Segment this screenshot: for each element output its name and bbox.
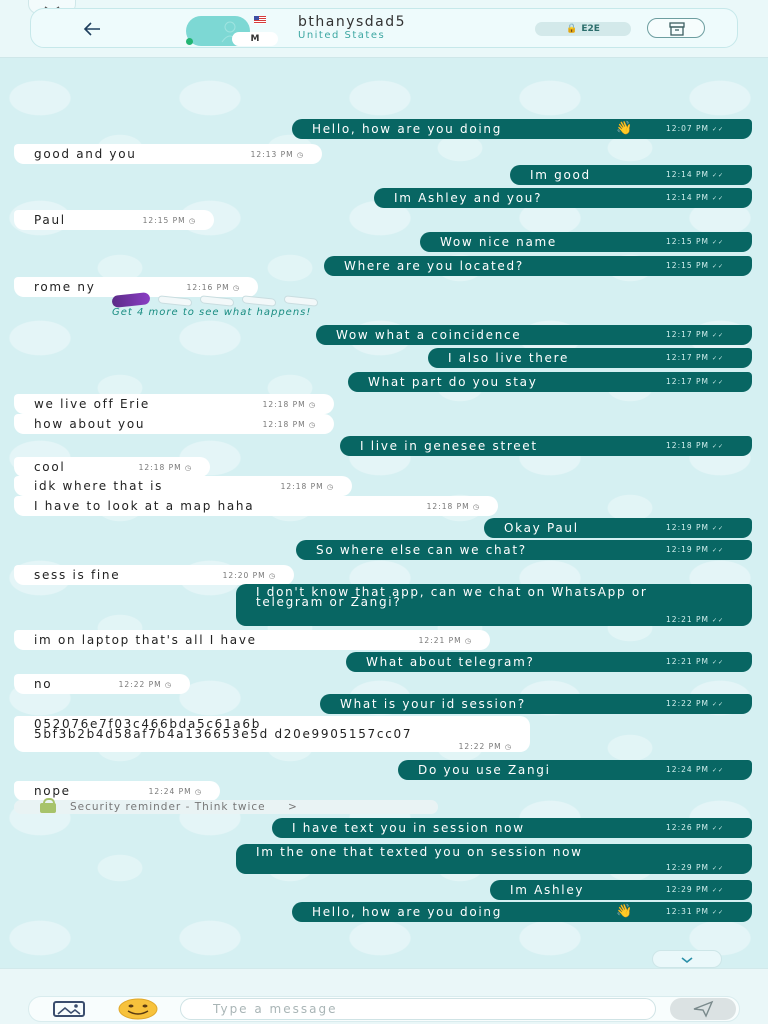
message-timestamp: 12:18 PM ◷ (427, 498, 480, 516)
archive-icon (648, 19, 706, 37)
outgoing-message[interactable] (346, 652, 752, 672)
message-timestamp: 12:15 PM ✓✓ (666, 257, 724, 276)
member-badge: M (232, 32, 278, 46)
message-text: What about telegram? (366, 655, 535, 669)
online-status-dot (186, 38, 193, 45)
outgoing-message[interactable] (510, 165, 752, 185)
locked-item-icon (242, 295, 276, 307)
message-timestamp: 12:07 PM ✓✓ (666, 120, 724, 139)
security-reminder[interactable] (14, 800, 438, 814)
incoming-message[interactable] (14, 674, 190, 694)
message-timestamp: 12:22 PM ◷ (459, 742, 512, 752)
message-timestamp: 12:17 PM ✓✓ (666, 326, 724, 345)
eggplant-icon (111, 292, 150, 308)
message-text: What part do you stay (368, 375, 538, 389)
incoming-message[interactable] (14, 476, 352, 496)
message-text: Hello, how are you doing (312, 905, 503, 919)
image-icon (52, 1000, 86, 1018)
message-timestamp: 12:18 PM ✓✓ (666, 437, 724, 456)
outgoing-message[interactable] (236, 844, 752, 874)
message-timestamp: 12:20 PM ◷ (223, 567, 276, 585)
message-text: What is your id session? (340, 697, 526, 711)
outgoing-message[interactable] (490, 880, 752, 900)
message-timestamp: 12:24 PM ◷ (149, 783, 202, 801)
message-timestamp: 12:29 PM ✓✓ (666, 863, 724, 874)
incoming-message[interactable] (14, 210, 214, 230)
smiley-icon (118, 998, 158, 1020)
incoming-message[interactable] (14, 496, 498, 516)
incoming-message[interactable] (14, 457, 210, 477)
message-timestamp: 12:14 PM ✓✓ (666, 189, 724, 208)
locked-item-icon (284, 295, 318, 307)
message-timestamp: 12:22 PM ✓✓ (666, 695, 724, 714)
message-text: im on laptop that's all I have (34, 633, 257, 647)
outgoing-message[interactable] (428, 348, 752, 368)
message-text: Im Ashley and you? (394, 191, 543, 205)
message-text: rome ny (34, 280, 96, 294)
message-text: Wow what a coincidence (336, 328, 522, 342)
message-text: we live off Erie (34, 397, 151, 411)
message-timestamp: 12:18 PM ◷ (263, 396, 316, 414)
us-flag-icon (254, 16, 266, 24)
message-timestamp: 12:21 PM ✓✓ (666, 653, 724, 672)
message-timestamp: 12:26 PM ✓✓ (666, 819, 724, 838)
chevron-right-icon: > (287, 801, 298, 813)
incoming-message[interactable] (14, 394, 334, 414)
outgoing-message[interactable] (420, 232, 752, 252)
reveal-progress[interactable] (112, 294, 322, 308)
waving-hand-icon: 👋 (616, 904, 634, 919)
back-button[interactable] (82, 18, 104, 40)
outgoing-message[interactable] (272, 818, 752, 838)
contact-name[interactable]: bthanysdad5 (298, 14, 407, 30)
outgoing-message[interactable] (374, 188, 752, 208)
message-text: idk where that is (34, 479, 164, 493)
lock-icon: 🔒 (566, 24, 578, 34)
message-timestamp: 12:19 PM ✓✓ (666, 519, 724, 538)
message-timestamp: 12:18 PM ◷ (281, 478, 334, 496)
message-timestamp: 12:17 PM ✓✓ (666, 349, 724, 368)
outgoing-message[interactable] (484, 518, 752, 538)
message-text: Wow nice name (440, 235, 557, 249)
message-text: Im good (530, 168, 591, 182)
outgoing-message[interactable] (316, 325, 752, 345)
message-text: I have to look at a map haha (34, 499, 255, 513)
message-timestamp: 12:15 PM ✓✓ (666, 233, 724, 252)
message-timestamp: 12:18 PM ◷ (139, 459, 192, 477)
message-timestamp: 12:29 PM ✓✓ (666, 881, 724, 900)
message-text: Im Ashley (510, 883, 585, 897)
message-timestamp: 12:24 PM ✓✓ (666, 761, 724, 780)
message-text: Where are you located? (344, 259, 524, 273)
archive-button[interactable] (647, 18, 705, 38)
incoming-message[interactable] (14, 630, 490, 650)
outgoing-message[interactable] (348, 372, 752, 392)
send-button[interactable] (670, 998, 736, 1020)
arrow-left-icon (82, 18, 104, 40)
waving-hand-icon: 👋 (616, 121, 634, 136)
message-text: good and you (34, 147, 137, 161)
incoming-message[interactable] (14, 565, 294, 585)
message-text: I also live there (448, 351, 570, 365)
e2e-label: E2E (581, 24, 600, 34)
incoming-message[interactable] (14, 414, 334, 434)
incoming-message[interactable] (14, 716, 530, 752)
message-text: cool (34, 460, 66, 474)
outgoing-message[interactable] (398, 760, 752, 780)
message-timestamp: 12:18 PM ◷ (263, 416, 316, 434)
outgoing-message[interactable] (296, 540, 752, 560)
message-text: Okay Paul (504, 521, 579, 535)
outgoing-message[interactable] (292, 119, 752, 139)
e2e-badge[interactable] (535, 22, 631, 36)
outgoing-message[interactable] (236, 584, 752, 626)
send-icon (670, 998, 736, 1020)
message-timestamp: 12:21 PM ◷ (419, 632, 472, 650)
message-timestamp: 12:13 PM ◷ (251, 146, 304, 164)
message-timestamp: 12:22 PM ◷ (119, 676, 172, 694)
outgoing-message[interactable] (292, 902, 752, 922)
message-timestamp: 12:19 PM ✓✓ (666, 541, 724, 560)
security-reminder-text: Security reminder - Think twice (70, 801, 266, 813)
attach-image-button[interactable] (52, 1000, 86, 1018)
message-text: how about you (34, 417, 146, 431)
message-text: So where else can we chat? (316, 543, 527, 557)
outgoing-message[interactable] (340, 436, 752, 456)
locked-item-icon (158, 295, 192, 307)
message-text: nope (34, 784, 71, 798)
message-timestamp: 12:14 PM ✓✓ (666, 166, 724, 185)
message-timestamp: 12:15 PM ◷ (143, 212, 196, 230)
padlock-icon (40, 803, 56, 813)
message-timestamp: 12:17 PM ✓✓ (666, 373, 724, 392)
chat-header (0, 0, 768, 58)
emoji-button[interactable] (118, 998, 158, 1020)
message-timestamp: 12:31 PM ✓✓ (666, 903, 724, 922)
message-text: I don't know that app, can we chat on WhatsApp or telegram or Zangi? (256, 585, 648, 609)
message-text: Do you use Zangi (418, 763, 551, 777)
message-text: no (34, 677, 53, 691)
promo-text[interactable]: Get 4 more to see what happens! (112, 307, 312, 318)
outgoing-message[interactable] (324, 256, 752, 276)
incoming-message[interactable] (14, 144, 322, 164)
contact-country: United States (298, 30, 386, 41)
chevron-down-icon (679, 954, 695, 966)
message-text: 052076e7f03c466bda5c61a6b 5bf3b2b4d58af7b4a136653e5d d20e9905157cc07 (34, 717, 413, 741)
message-text: I have text you in session now (292, 821, 525, 835)
outgoing-message[interactable] (320, 694, 752, 714)
message-input[interactable] (180, 998, 656, 1020)
message-text: I live in genesee street (360, 439, 538, 453)
message-text: Im the one that texted you on session now (256, 845, 583, 859)
message-text: Paul (34, 213, 66, 227)
message-text: Hello, how are you doing (312, 122, 503, 136)
scroll-to-bottom-button[interactable] (652, 950, 722, 968)
message-text: sess is fine (34, 568, 121, 582)
locked-item-icon (200, 295, 234, 307)
message-timestamp: 12:21 PM ✓✓ (666, 615, 724, 626)
message-timestamp: 12:16 PM ◷ (187, 279, 240, 297)
